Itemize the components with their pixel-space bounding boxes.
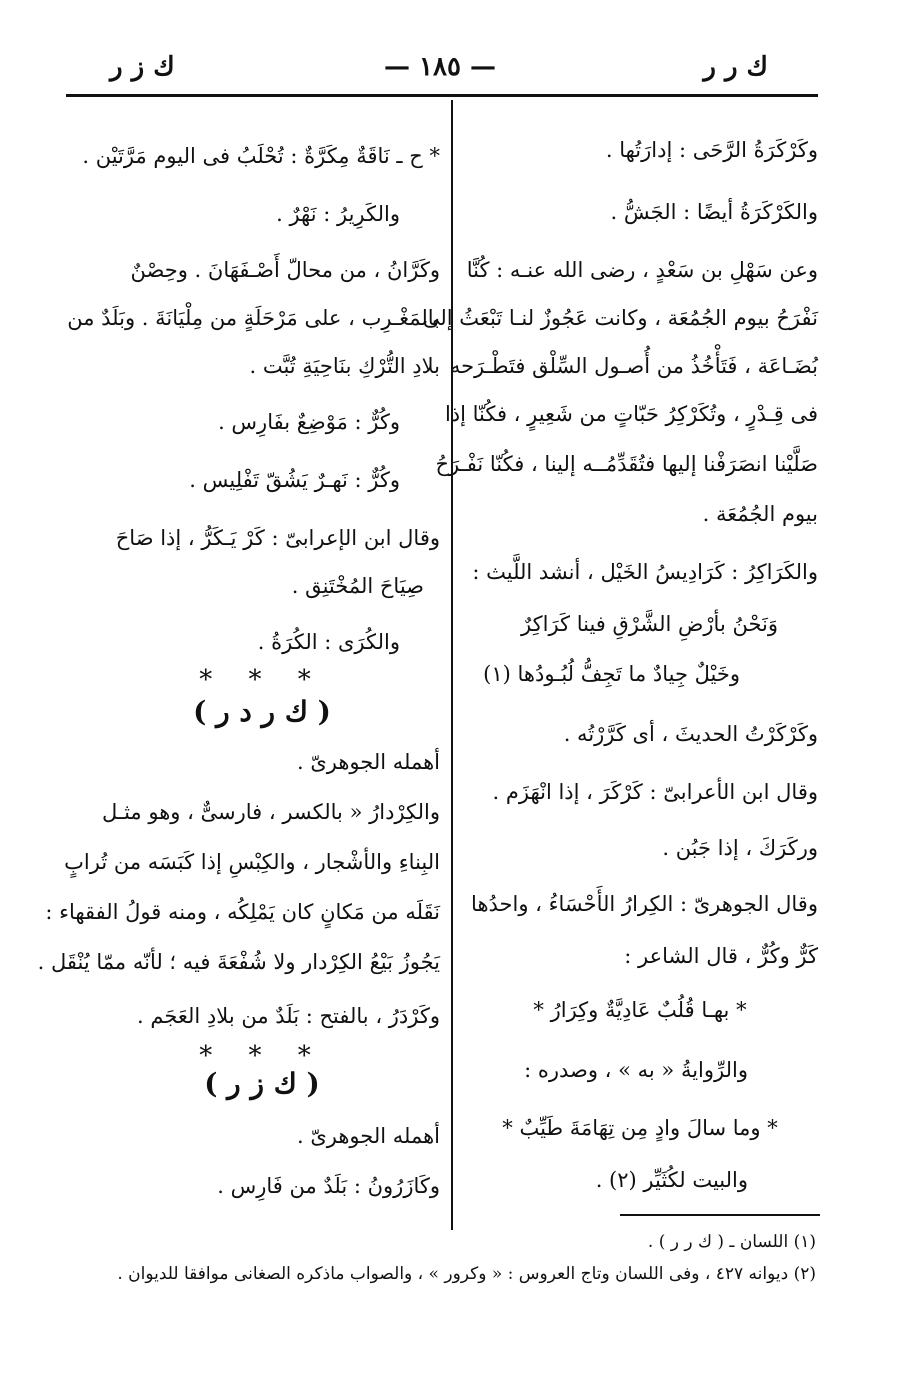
text-line: بلادِ التُّرْكِ بنَاحِيَةِ تُبَّت . bbox=[249, 354, 440, 378]
text-line: البِناءِ والأشْجار ، والكِبْسِ إذا كَبَسَه من تُرابٍ bbox=[64, 850, 440, 874]
footnote-rule bbox=[620, 1214, 820, 1216]
footnote: (١) اللسان ـ ( ك ر ر ) . bbox=[647, 1232, 816, 1252]
text-line: كَرٌّ وكُرٌّ ، قال الشاعر : bbox=[624, 944, 818, 968]
verse-line: * بهـا قُلُبٌ عَادِيَّةٌ وكِرَارُ * bbox=[533, 998, 747, 1022]
verse-line: وخَيْلٌ جِيادٌ ما تَجِفُّ لُبُـودُها (١) bbox=[483, 662, 740, 686]
text-line: أهمله الجوهرىّ . bbox=[296, 1124, 440, 1148]
text-line: وكُرٌّ : نَهـرٌ يَشُقّ تَفْلِيس . bbox=[189, 468, 400, 492]
text-line: صِيَاحَ المُخْتَنِق . bbox=[291, 574, 424, 598]
text-line: والكَرْكَرَةُ أيضًا : الجَشُّ . bbox=[610, 200, 818, 224]
text-line: فى قِـدْرٍ ، وتُكَرْكِرُ حَبّاتٍ من شَعِيرٍ ، فكُنّا إذا bbox=[444, 402, 818, 426]
text-line: وقال الجوهرىّ : الكِرارُ الأَحْسَاءُ ، واحدُها bbox=[471, 892, 818, 916]
text-line: والكِرْدارُ « بالكسر ، فارسىٌّ ، وهو مثـل bbox=[102, 800, 440, 824]
text-line: وكَرْدَرُ ، بالفتح : بَلَدٌ من بلادِ العَجَم . bbox=[137, 1004, 440, 1028]
text-line: وقال ابن الأعرابىّ : كَرْكَرَ ، إذا انْهَزَم . bbox=[492, 780, 818, 804]
text-line: وعن سَهْلِ بن سَعْدٍ ، رضى الله عنـه : كُنَّا bbox=[466, 258, 818, 282]
text-line: وكُرٌّ : مَوْضِعٌ بفَارِس . bbox=[218, 410, 400, 434]
text-line: والبيت لكُثَيِّر (٢) . bbox=[595, 1168, 748, 1192]
running-head-right: ك ر ر bbox=[703, 52, 768, 82]
page-number: — ١٨٥ — bbox=[383, 52, 497, 82]
text-line: وقال ابن الإعرابىّ : كَرْ يَـكَرُّ ، إذا صَاحَ bbox=[115, 526, 440, 550]
text-line: * ح ـ نَاقَةٌ مِكَرَّةٌ : تُحْلَبُ فى اليوم مَرَّتَيْن . bbox=[82, 144, 440, 168]
running-head-left: ك ز ر bbox=[110, 52, 175, 82]
text-line: وكَرْكَرَةُ الرَّحَى : إدارَتُها . bbox=[605, 138, 818, 162]
text-line: أهمله الجوهرىّ . bbox=[296, 750, 440, 774]
text-line: وركَرَكَ ، إذا جَبُن . bbox=[662, 836, 818, 860]
text-line: بُضَـاعَة ، فَتَأْخُذُ من أُصـول السِّلْق فتَطْـرَحه bbox=[449, 354, 818, 378]
text-line: نَفْرَحُ بيوم الجُمُعَة ، وكانت عَجُوزٌ لنـا تَبْعَثُ إلى bbox=[422, 306, 818, 330]
section-separator: * * * bbox=[199, 1041, 325, 1071]
text-line: والكَرِيرُ : نَهْرٌ . bbox=[276, 202, 400, 226]
entry-heading: ( ك ر د ر ) bbox=[193, 695, 331, 728]
header-rule bbox=[66, 94, 818, 97]
text-line: يَجُوزُ بَيْعُ الكِرْدار ولا شُفْعَةَ فيه ؛ لأنّه ممّا يُنْقَل . bbox=[37, 950, 440, 974]
section-separator: * * * bbox=[199, 665, 325, 695]
verse-line: * وما سالَ وادٍ مِن تِهَامَةَ طَيِّبٌ * bbox=[502, 1116, 778, 1140]
text-line: وكَرْكَرْتُ الحديثَ ، أى كَرَّرْتُه . bbox=[563, 722, 818, 746]
footnote: (٢) ديوانه ٤٢٧ ، وفى اللسان وتاج العروس : « وكرور » ، والصواب ماذكره الصغانى موافقا للديوان . bbox=[117, 1264, 816, 1284]
column-divider bbox=[451, 100, 453, 1230]
text-line: والرِّوايةُ « به » ، وصدره : bbox=[524, 1058, 748, 1082]
text-line: وكَرَّانُ ، من محالّ أَصْـفَهَانَ . وحِصْنٌ bbox=[130, 258, 440, 282]
entry-heading: ( ك ز ر ) bbox=[204, 1067, 320, 1100]
text-line: بالمَغْـرِب ، على مَرْحَلَةٍ من مِلْيَانَةَ . وبَلَدٌ من bbox=[67, 306, 440, 330]
text-line: والكَرَاكِرُ : كَرَادِيسُ الخَيْل ، أنشد اللَّيث : bbox=[472, 560, 818, 584]
text-line: والكُرَى : الكُرَةُ . bbox=[257, 630, 400, 654]
verse-line: وَنَحْنُ بأرْضِ الشَّرْقِ فينا كَرَاكِرٌ bbox=[521, 612, 778, 636]
text-line: بيوم الجُمُعَة . bbox=[702, 502, 818, 526]
text-line: وكَازَرُونُ : بَلَدٌ من فَارِس . bbox=[217, 1174, 440, 1198]
text-line: نَقَلَه من مَكانٍ كان يَمْلِكُه ، ومنه قولُ الفقهاء : bbox=[45, 900, 440, 924]
text-line: صَلَّيْنا انصَرَفْنا إليها فتُقَدِّمُــه إلينا ، فكُنّا نَفْـرَحُ bbox=[435, 452, 818, 476]
